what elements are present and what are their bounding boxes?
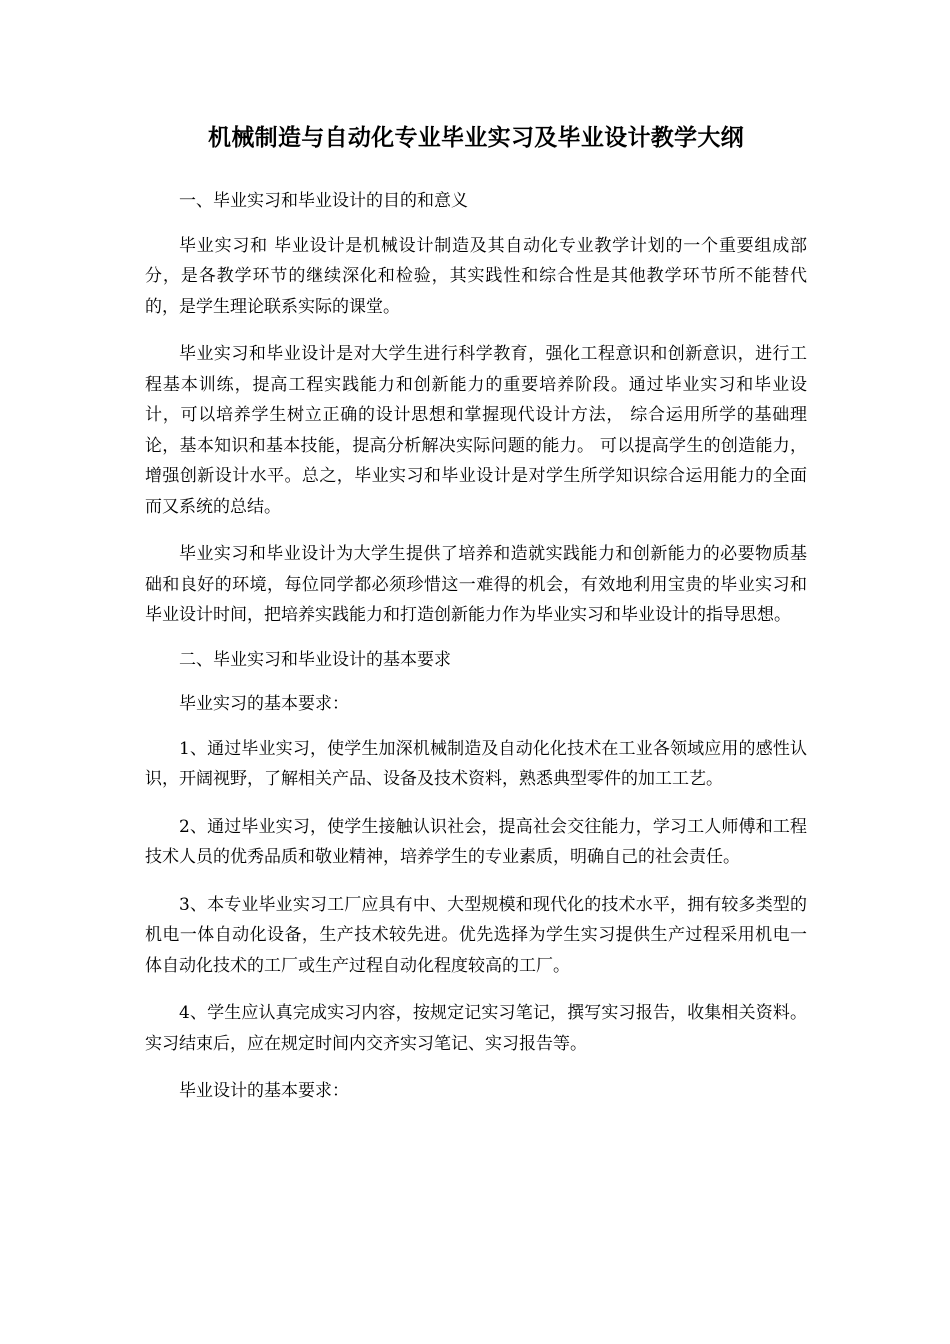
paragraph-training: 毕业实习和毕业设计是对大学生进行科学教育，强化工程意识和创新意识，进行工程基本训练，提高工程实践能力和创新能力的重要培养阶段。通过毕业实习和毕业设计，可以培养学生树立正确的设计思想和掌握现代设计方法， 综合运用所学的基础理论，基本知识和基本技能，提高分析解决实际问题的能力。 可以提高学生的创造能力，增强创新设计水平。总之，毕业实习和毕业设计是对学生所学知识综合运用能力的全面而又系统的总结。 (145, 344, 807, 517)
subheading-design-requirements: 毕业设计的基本要求： (179, 1081, 349, 1101)
paragraph-opportunity: 毕业实习和毕业设计为大学生提供了培养和造就实践能力和创新能力的必要物质基础和良好的环境，每位同学都必须珍惜这一难得的机会，有效地利用宝贵的毕业实习和毕业设计时间，把培养实践能力和打造创新能力作为毕业实习和毕业设计的指导思想。 (145, 544, 807, 625)
section-heading-purpose: 一、毕业实习和毕业设计的目的和意义 (179, 191, 468, 211)
document-page (145, 118, 807, 1107)
document-title: 机械制造与自动化专业毕业实习及毕业设计教学大纲 (208, 125, 744, 151)
section-heading-requirements: 二、毕业实习和毕业设计的基本要求 (179, 649, 451, 670)
list-item-2: 2、通过毕业实习，使学生接触认识社会，提高社会交往能力，学习工人师傅和工程技术人员的优秀品质和敬业精神，培养学生的专业素质，明确自己的社会责任。 (145, 816, 807, 867)
list-item-1: 1、通过毕业实习，使学生加深机械制造及自动化化技术在工业各领域应用的感性认识，开阔视野，了解相关产品、设备及技术资料，熟悉典型零件的加工工艺。 (145, 738, 807, 789)
subheading-internship-requirements: 毕业实习的基本要求： (179, 694, 349, 714)
list-item-4: 4、学生应认真完成实习内容，按规定记实习笔记，撰写实习报告，收集相关资料。实习结束后，应在规定时间内交齐实习笔记、实习报告等。 (145, 1003, 807, 1054)
list-item-3: 3、本专业毕业实习工厂应具有中、大型规模和现代化的技术水平，拥有较多类型的机电一体自动化设备，生产技术较先进。优先选择为学生实习提供生产过程采用机电一体自动化技术的工厂或生产过程自动化程度较高的工厂。 (145, 894, 807, 976)
paragraph-intro: 毕业实习和 毕业设计是机械设计制造及其自动化专业教学计划的一个重要组成部分，是各教学环节的继续深化和检验，其实践性和综合性是其他教学环节所不能替代的，是学生理论联系实际的课堂。 (145, 235, 807, 317)
